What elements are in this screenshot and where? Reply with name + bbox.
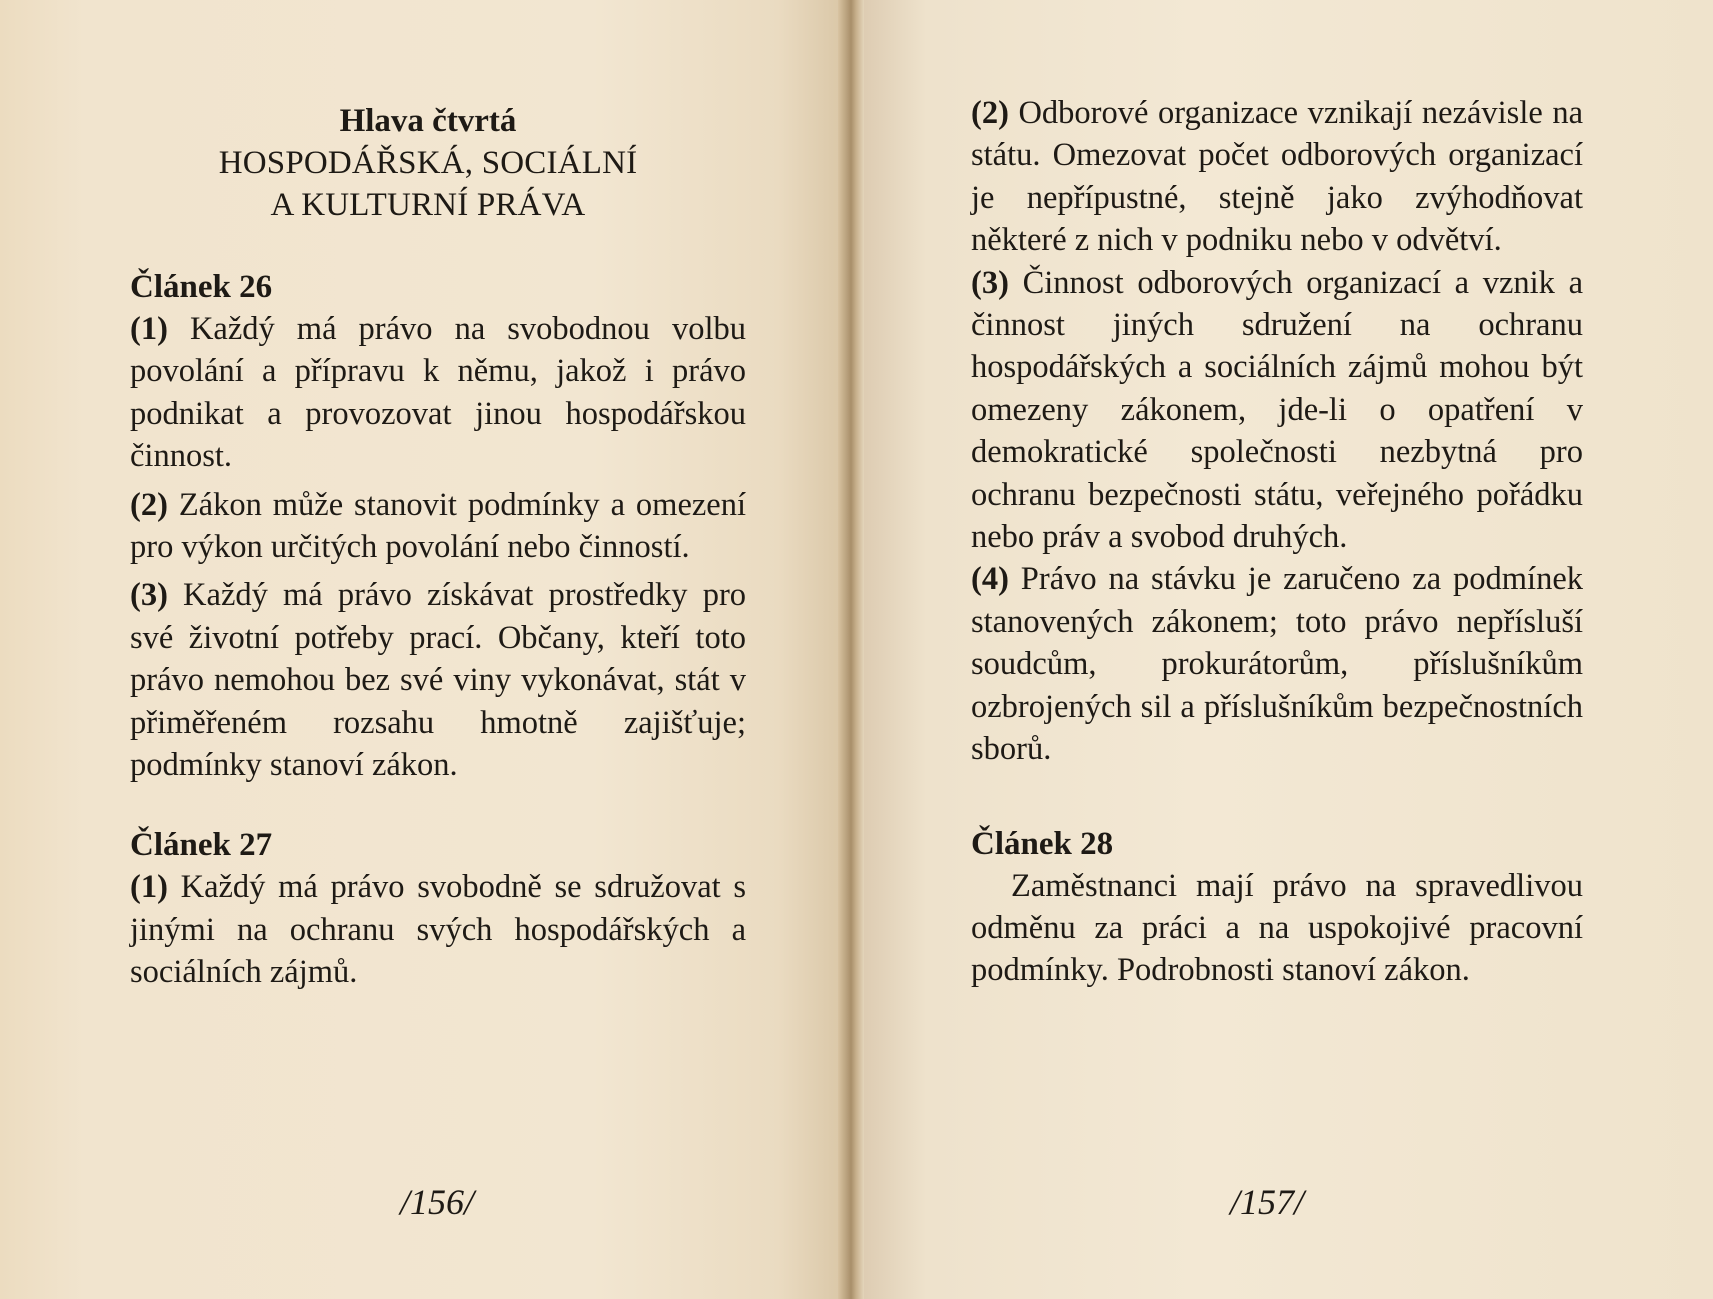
article-28-text: Zaměstnanci mají právo na spravedlivou odměnu za práci a na uspokojivé pracovní podmínky. Podrobnosti stanoví zákon.	[971, 867, 1583, 989]
paragraph-text: Každý má právo svobodně se sdružovat s jinými na ochranu svých hospodářských a sociálních zájmů.	[130, 869, 746, 991]
chapter-title-line-2: A KULTURNÍ PRÁVA	[270, 187, 586, 223]
paragraph-text: Činnost odborových organizací a vznik a činnost jiných sdružení na ochranu hospodářských a sociálních zájmů mohou být omezeny zákonem, jde-li o opatření v demokratické společnosti nezbytná pro ochranu bezpečnosti státu, veřejného pořádku nebo práv a svobod druhých.	[971, 264, 1583, 556]
paragraph-text: Každý má právo získávat prostředky pro své životní potřeby prací. Občany, kteří toto právo nemohou bez své viny vykonávat, stát v přiměřeném rozsahu hmotně zajišťuje; podmínky stanoví zákon.	[130, 577, 747, 784]
article-26-heading: Článek 26	[130, 269, 273, 305]
paragraph-number: (3)	[971, 264, 1009, 301]
article-26-paragraph-2	[130, 484, 746, 569]
paragraph-number: (1)	[130, 869, 168, 906]
article-26	[130, 266, 746, 786]
article-27	[130, 824, 746, 993]
article-26-paragraph-1	[130, 308, 746, 478]
paragraph-text: Každý má právo na svobodnou volbu povolání a přípravu k němu, jakož i právo podnikat a provozovat jinou hospodářskou činnost.	[130, 311, 746, 475]
article-28	[971, 823, 1583, 992]
paragraph-text: Právo na stávku je zaručeno za podmínek stanovených zákonem; toto právo nepřísluší soudcům, prokurátorům, příslušníkům ozbrojených sil a příslušníkům bezpečnostních sborů.	[971, 561, 1583, 768]
article-27-paragraph-2	[971, 92, 1583, 262]
paragraph-text: Odborové organizace vznikají nezávisle na státu. Omezovat počet odborových organizací je nepřípustné, stejně jako zvýhodňovat některé z nich v podniku nebo v odvětví.	[971, 95, 1583, 259]
page-number-left: /156/	[400, 1182, 475, 1222]
paragraph-number: (2)	[130, 486, 168, 523]
paragraph-number: (4)	[971, 561, 1009, 598]
article-27-paragraph-3	[971, 262, 1583, 559]
article-27-paragraph-4	[971, 558, 1583, 770]
article-27-paragraph-1	[130, 866, 746, 993]
right-page-content	[971, 92, 1583, 992]
paragraph-text: Zákon může stanovit podmínky a omezení pro výkon určitých povolání nebo činností.	[130, 486, 747, 566]
paragraph-number: (2)	[971, 95, 1009, 131]
book-gutter	[838, 0, 864, 1299]
left-page-content	[130, 100, 746, 994]
chapter-heading	[110, 100, 746, 226]
chapter-label: Hlava čtvrtá	[339, 103, 517, 139]
chapter-title-line-1: HOSPODÁŘSKÁ, SOCIÁLNÍ	[218, 145, 638, 181]
article-28-heading: Článek 28	[971, 825, 1114, 862]
page-number-right: /157/	[1230, 1182, 1305, 1222]
article-26-paragraph-3	[130, 574, 746, 786]
paragraph-number: (1)	[130, 311, 168, 347]
paragraph-number: (3)	[130, 577, 168, 614]
article-27-heading: Článek 27	[130, 827, 273, 864]
